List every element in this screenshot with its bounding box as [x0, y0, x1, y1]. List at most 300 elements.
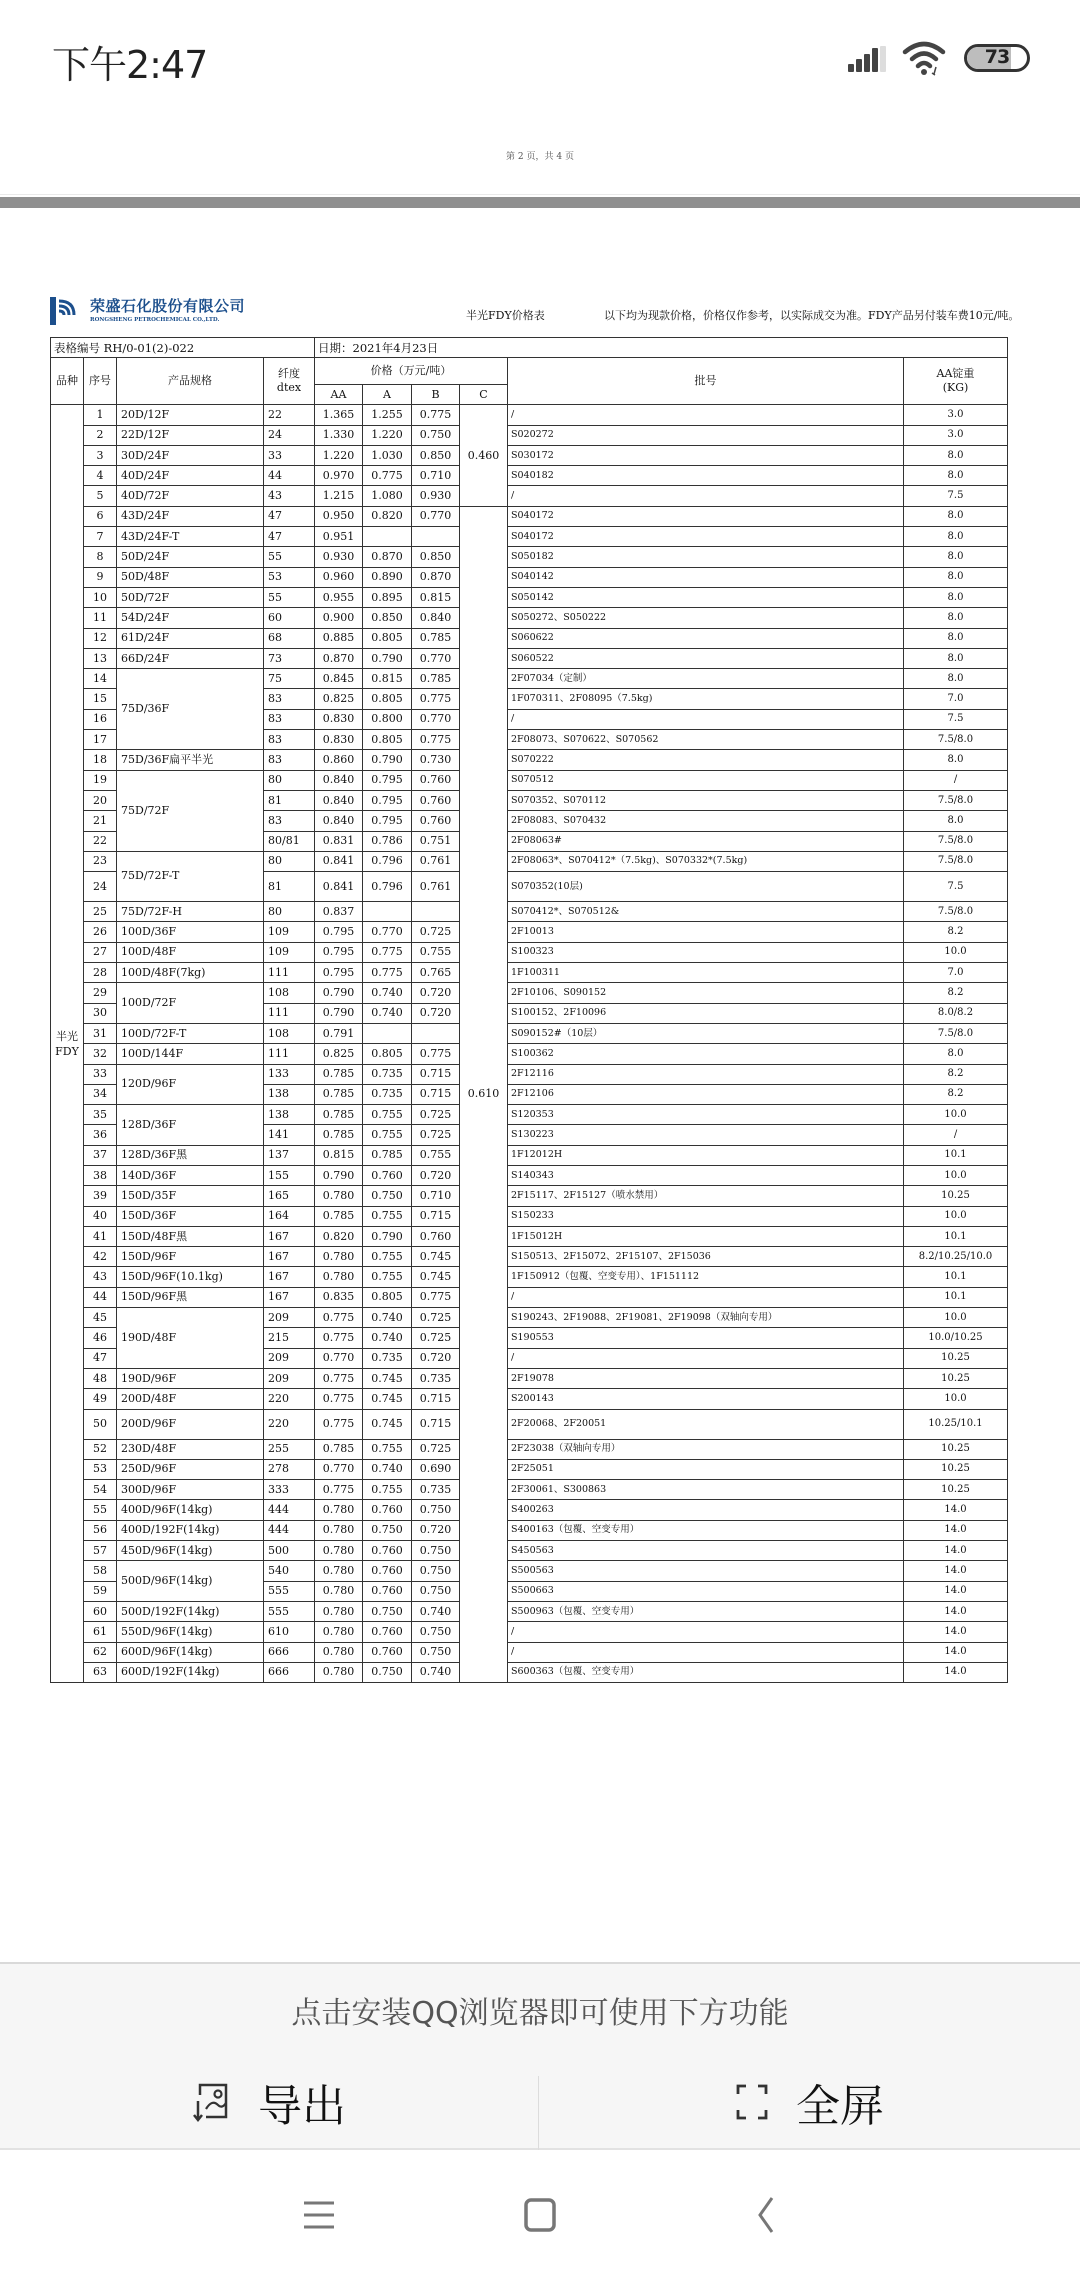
- dtex-cell: 500: [264, 1541, 315, 1561]
- table-row: [51, 466, 1008, 486]
- price-b-cell: 0.750: [412, 1541, 460, 1561]
- price-a-cell: 0.760: [363, 1500, 412, 1520]
- table-row: [51, 587, 1008, 607]
- seq-cell: 35: [84, 1105, 117, 1125]
- table-row: [51, 1439, 1008, 1459]
- price-b-cell: 0.870: [412, 567, 460, 587]
- price-aa-cell: 0.790: [315, 1003, 363, 1023]
- batch-cell: /: [508, 486, 904, 506]
- price-aa-cell: 0.885: [315, 628, 363, 648]
- batch-cell: S030172: [508, 445, 904, 465]
- spec-cell: 400D/192F(14kg): [117, 1520, 264, 1540]
- table-row: [51, 527, 1008, 547]
- price-a-cell: 0.760: [363, 1165, 412, 1185]
- batch-cell: S040172: [508, 527, 904, 547]
- price-a-cell: 0.790: [363, 750, 412, 770]
- batch-cell: S050272、S050222: [508, 608, 904, 628]
- dtex-cell: 73: [264, 648, 315, 668]
- price-a-cell: 0.760: [363, 1541, 412, 1561]
- price-aa-cell: 0.830: [315, 730, 363, 750]
- batch-cell: 2F23038（双轴向专用）: [508, 1439, 904, 1459]
- price-aa-cell: 0.780: [315, 1622, 363, 1642]
- price-aa-cell: 0.837: [315, 902, 363, 922]
- seq-cell: 46: [84, 1328, 117, 1348]
- weight-cell: 14.0: [904, 1642, 1008, 1662]
- batch-cell: 2F12106: [508, 1084, 904, 1104]
- price-aa-cell: 0.815: [315, 1145, 363, 1165]
- price-aa-cell: 0.930: [315, 547, 363, 567]
- spec-cell: 43D/24F-T: [117, 527, 264, 547]
- seq-cell: 1: [84, 405, 117, 425]
- price-aa-cell: 0.780: [315, 1642, 363, 1662]
- price-b-cell: 0.760: [412, 1226, 460, 1246]
- price-b-cell: 0.725: [412, 1439, 460, 1459]
- table-row: [51, 1622, 1008, 1642]
- dtex-cell: 108: [264, 1023, 315, 1043]
- weight-cell: 10.0: [904, 1165, 1008, 1185]
- seq-cell: 49: [84, 1389, 117, 1409]
- price-b-cell: 0.750: [412, 1561, 460, 1581]
- price-aa-cell: 0.841: [315, 872, 363, 902]
- weight-cell: /: [904, 770, 1008, 790]
- menu-icon: [302, 2200, 336, 2230]
- batch-cell: 2F15117、2F15127（喷水禁用）: [508, 1186, 904, 1206]
- price-b-cell: 0.760: [412, 811, 460, 831]
- table-row: [51, 1023, 1008, 1043]
- price-a-cell: 0.745: [363, 1409, 412, 1439]
- dtex-cell: 165: [264, 1186, 315, 1206]
- seq-cell: 56: [84, 1520, 117, 1540]
- dtex-cell: 220: [264, 1409, 315, 1439]
- price-b-cell: 0.755: [412, 942, 460, 962]
- company-name: 荣盛石化股份有限公司: [90, 297, 246, 315]
- page-indicator: 第 2 页，共 4 页: [506, 152, 574, 162]
- price-b-cell: 0.850: [412, 445, 460, 465]
- price-a-cell: 0.755: [363, 1439, 412, 1459]
- price-a-cell: 0.790: [363, 648, 412, 668]
- seq-cell: 8: [84, 547, 117, 567]
- dtex-cell: 540: [264, 1561, 315, 1581]
- price-b-cell: 0.750: [412, 425, 460, 445]
- batch-cell: S400163（包覆、空变专用）: [508, 1520, 904, 1540]
- price-aa-cell: 0.960: [315, 567, 363, 587]
- dtex-cell: 33: [264, 445, 315, 465]
- seq-cell: 5: [84, 486, 117, 506]
- batch-cell: S050182: [508, 547, 904, 567]
- batch-cell: S070352、S070112: [508, 790, 904, 810]
- price-aa-cell: 0.785: [315, 1064, 363, 1084]
- price-aa-cell: 0.791: [315, 1023, 363, 1043]
- price-b-cell: 0.770: [412, 648, 460, 668]
- price-b-cell: 0.815: [412, 587, 460, 607]
- export-button[interactable]: [0, 2052, 538, 2152]
- seq-cell: 32: [84, 1044, 117, 1064]
- batch-cell: S090152#（10层）: [508, 1023, 904, 1043]
- weight-cell: 8.2: [904, 1084, 1008, 1104]
- seq-cell: 59: [84, 1581, 117, 1601]
- price-aa-cell: 0.950: [315, 506, 363, 526]
- price-a-cell: 0.755: [363, 1125, 412, 1145]
- table-row: [51, 1206, 1008, 1226]
- dtex-cell: 209: [264, 1348, 315, 1368]
- header-fineness-unit: dtex: [276, 381, 302, 395]
- price-a-cell: [363, 902, 412, 922]
- price-a-cell: 0.760: [363, 1561, 412, 1581]
- table-row: [51, 922, 1008, 942]
- price-a-cell: 0.870: [363, 547, 412, 567]
- spec-cell: 100D/72F-T: [117, 1023, 264, 1043]
- weight-cell: 14.0: [904, 1561, 1008, 1581]
- weight-cell: 10.1: [904, 1145, 1008, 1165]
- weight-cell: 10.25: [904, 1439, 1008, 1459]
- price-aa-cell: 0.900: [315, 608, 363, 628]
- weight-cell: 7.5/8.0: [904, 1023, 1008, 1043]
- batch-cell: 2F10106、S090152: [508, 983, 904, 1003]
- price-b-cell: 0.715: [412, 1389, 460, 1409]
- company-name-en: RONGSHENG PETROCHEMICAL CO.,LTD.: [90, 317, 220, 323]
- header-a: A: [363, 385, 412, 405]
- dtex-cell: 333: [264, 1480, 315, 1500]
- table-row: [51, 1105, 1008, 1125]
- batch-cell: S150233: [508, 1206, 904, 1226]
- table-row: [51, 1662, 1008, 1682]
- dtex-cell: 215: [264, 1328, 315, 1348]
- weight-cell: 8.2: [904, 922, 1008, 942]
- price-b-cell: 0.930: [412, 486, 460, 506]
- batch-cell: S040172: [508, 506, 904, 526]
- batch-cell: S040182: [508, 466, 904, 486]
- table-row: [51, 1186, 1008, 1206]
- weight-cell: 8.0: [904, 628, 1008, 648]
- home-button[interactable]: [510, 2195, 570, 2235]
- weight-cell: 8.0: [904, 587, 1008, 607]
- price-a-cell: 0.800: [363, 709, 412, 729]
- price-b-cell: 0.715: [412, 1409, 460, 1439]
- weight-cell: 14.0: [904, 1581, 1008, 1601]
- back-icon: [754, 2195, 778, 2235]
- dtex-cell: 55: [264, 587, 315, 607]
- batch-cell: 2F25051: [508, 1459, 904, 1479]
- weight-cell: 10.1: [904, 1267, 1008, 1287]
- batch-cell: S100152、2F10096: [508, 1003, 904, 1023]
- dtex-cell: 167: [264, 1287, 315, 1307]
- price-a-cell: 0.760: [363, 1581, 412, 1601]
- battery-level: 73: [984, 46, 1010, 68]
- batch-cell: 2F08083、S070432: [508, 811, 904, 831]
- table-row: [51, 983, 1008, 1003]
- price-a-cell: 0.770: [363, 922, 412, 942]
- spec-cell: 150D/36F: [117, 1206, 264, 1226]
- price-aa-cell: 0.780: [315, 1561, 363, 1581]
- header-weight-unit: (KG): [942, 381, 969, 395]
- spec-cell: 550D/96F(14kg): [117, 1622, 264, 1642]
- home-icon: [522, 2197, 558, 2233]
- price-a-cell: 1.220: [363, 425, 412, 445]
- header-aa: AA: [315, 385, 363, 405]
- price-b-cell: 0.740: [412, 1662, 460, 1682]
- seq-cell: 48: [84, 1368, 117, 1388]
- dtex-cell: 141: [264, 1125, 315, 1145]
- seq-cell: 50: [84, 1409, 117, 1439]
- spec-cell: 61D/24F: [117, 628, 264, 648]
- price-b-cell: 0.785: [412, 628, 460, 648]
- weight-cell: 10.25: [904, 1459, 1008, 1479]
- weight-cell: 10.25/10.1: [904, 1409, 1008, 1439]
- price-c-cell: 0.460: [460, 405, 508, 506]
- price-aa-cell: 0.775: [315, 1480, 363, 1500]
- document-title: 半光FDY价格表: [466, 309, 545, 322]
- seq-cell: 53: [84, 1459, 117, 1479]
- batch-cell: 2F08063*、S070412*（7.5kg)、S070332*(7.5kg): [508, 851, 904, 871]
- dtex-cell: 610: [264, 1622, 315, 1642]
- price-aa-cell: 0.775: [315, 1389, 363, 1409]
- price-b-cell: 0.715: [412, 1206, 460, 1226]
- batch-cell: S150513、2F15072、2F15107、2F15036: [508, 1247, 904, 1267]
- header-fineness-label: 纤度: [278, 367, 300, 381]
- spec-cell: 100D/144F: [117, 1044, 264, 1064]
- price-b-cell: 0.761: [412, 872, 460, 902]
- price-a-cell: 0.760: [363, 1642, 412, 1662]
- weight-cell: 8.0: [904, 669, 1008, 689]
- price-b-cell: 0.690: [412, 1459, 460, 1479]
- price-a-cell: 0.740: [363, 1328, 412, 1348]
- batch-cell: 2F30061、S300863: [508, 1480, 904, 1500]
- price-aa-cell: 0.840: [315, 770, 363, 790]
- weight-cell: 10.0: [904, 1389, 1008, 1409]
- batch-cell: S100362: [508, 1044, 904, 1064]
- price-aa-cell: 0.795: [315, 963, 363, 983]
- wifi-icon: [902, 40, 946, 76]
- table-row: [51, 750, 1008, 770]
- batch-cell: S020272: [508, 425, 904, 445]
- batch-cell: S070352(10层): [508, 872, 904, 902]
- price-aa-cell: 0.785: [315, 1125, 363, 1145]
- price-b-cell: 0.755: [412, 1145, 460, 1165]
- dtex-cell: 167: [264, 1226, 315, 1246]
- price-a-cell: 0.775: [363, 963, 412, 983]
- price-b-cell: 0.775: [412, 1044, 460, 1064]
- batch-cell: /: [508, 1622, 904, 1642]
- price-b-cell: 0.840: [412, 608, 460, 628]
- table-row: [51, 1561, 1008, 1581]
- price-a-cell: 0.790: [363, 1226, 412, 1246]
- menu-button[interactable]: [289, 2195, 349, 2235]
- price-a-cell: 0.805: [363, 730, 412, 750]
- price-a-cell: 0.775: [363, 942, 412, 962]
- price-aa-cell: 0.830: [315, 709, 363, 729]
- fullscreen-button[interactable]: [540, 2052, 1078, 2152]
- table-row: [51, 1308, 1008, 1328]
- price-a-cell: 0.755: [363, 1267, 412, 1287]
- batch-cell: 2F08073、S070622、S070562: [508, 730, 904, 750]
- price-b-cell: 0.720: [412, 1348, 460, 1368]
- price-b-cell: 0.761: [412, 851, 460, 871]
- table-row: [51, 1145, 1008, 1165]
- price-aa-cell: 0.841: [315, 851, 363, 871]
- weight-cell: 3.0: [904, 425, 1008, 445]
- seq-cell: 11: [84, 608, 117, 628]
- price-a-cell: 0.740: [363, 983, 412, 1003]
- dtex-cell: 444: [264, 1520, 315, 1540]
- dtex-cell: 81: [264, 872, 315, 902]
- document-date: 日期：2021年4月23日: [315, 338, 1008, 358]
- spec-cell: 43D/24F: [117, 506, 264, 526]
- price-aa-cell: 0.820: [315, 1226, 363, 1246]
- weight-cell: 8.0: [904, 648, 1008, 668]
- weight-cell: 7.5/8.0: [904, 730, 1008, 750]
- weight-cell: 8.0: [904, 527, 1008, 547]
- seq-cell: 26: [84, 922, 117, 942]
- price-a-cell: 0.755: [363, 1247, 412, 1267]
- table-row: [51, 1541, 1008, 1561]
- price-a-cell: 0.820: [363, 506, 412, 526]
- table-row: [51, 1267, 1008, 1287]
- back-button[interactable]: [736, 2195, 796, 2235]
- dtex-cell: 53: [264, 567, 315, 587]
- price-b-cell: 0.715: [412, 1084, 460, 1104]
- dtex-cell: 24: [264, 425, 315, 445]
- weight-cell: 3.0: [904, 405, 1008, 425]
- spec-cell: 500D/192F(14kg): [117, 1601, 264, 1621]
- price-b-cell: 0.725: [412, 1328, 460, 1348]
- seq-cell: 23: [84, 851, 117, 871]
- price-aa-cell: 0.845: [315, 669, 363, 689]
- batch-cell: S070222: [508, 750, 904, 770]
- dtex-cell: 22: [264, 405, 315, 425]
- seq-cell: 21: [84, 811, 117, 831]
- dtex-cell: 80: [264, 770, 315, 790]
- seq-cell: 39: [84, 1186, 117, 1206]
- seq-cell: 55: [84, 1500, 117, 1520]
- dtex-cell: 155: [264, 1165, 315, 1185]
- dtex-cell: 111: [264, 1044, 315, 1064]
- spec-cell: 500D/96F(14kg): [117, 1561, 264, 1602]
- batch-cell: S130223: [508, 1125, 904, 1145]
- weight-cell: 10.1: [904, 1287, 1008, 1307]
- seq-cell: 60: [84, 1601, 117, 1621]
- batch-cell: S120353: [508, 1105, 904, 1125]
- seq-cell: 45: [84, 1308, 117, 1328]
- spec-cell: 66D/24F: [117, 648, 264, 668]
- price-aa-cell: 1.330: [315, 425, 363, 445]
- dtex-cell: 137: [264, 1145, 315, 1165]
- batch-cell: S140343: [508, 1165, 904, 1185]
- dtex-cell: 43: [264, 486, 315, 506]
- spec-cell: 100D/48F(7kg): [117, 963, 264, 983]
- weight-cell: 10.25: [904, 1348, 1008, 1368]
- seq-cell: 20: [84, 790, 117, 810]
- spec-cell: 140D/36F: [117, 1165, 264, 1185]
- install-hint[interactable]: 点击安装QQ浏览器即可使用下方功能: [291, 1996, 789, 2031]
- document-note: 以下均为现款价格，价格仅作参考，以实际成交为准。FDY产品另付装车费10元/吨。: [604, 309, 1020, 322]
- dtex-cell: 81: [264, 790, 315, 810]
- spec-cell: 300D/96F: [117, 1480, 264, 1500]
- seq-cell: 4: [84, 466, 117, 486]
- price-aa-cell: 0.775: [315, 1409, 363, 1439]
- price-b-cell: 0.760: [412, 770, 460, 790]
- dtex-cell: 83: [264, 689, 315, 709]
- table-row: [51, 1601, 1008, 1621]
- price-a-cell: 0.785: [363, 1145, 412, 1165]
- price-a-cell: 0.735: [363, 1348, 412, 1368]
- status-bar: [0, 0, 1080, 110]
- price-b-cell: [412, 527, 460, 547]
- weight-cell: 7.5: [904, 709, 1008, 729]
- price-a-cell: 0.795: [363, 790, 412, 810]
- header-seq: 序号: [84, 358, 117, 405]
- spec-cell: 230D/48F: [117, 1439, 264, 1459]
- price-aa-cell: 0.870: [315, 648, 363, 668]
- price-b-cell: [412, 1023, 460, 1043]
- price-a-cell: 0.750: [363, 1662, 412, 1682]
- seq-cell: 3: [84, 445, 117, 465]
- spec-cell: 75D/72F-H: [117, 902, 264, 922]
- header-weight-label: AA锭重: [936, 367, 975, 381]
- batch-cell: S600363（包覆、空变专用）: [508, 1662, 904, 1682]
- variety-label-fdy: FDY: [55, 1044, 79, 1058]
- price-a-cell: [363, 1023, 412, 1043]
- weight-cell: 8.0: [904, 750, 1008, 770]
- price-b-cell: 0.770: [412, 506, 460, 526]
- price-b-cell: 0.720: [412, 1520, 460, 1540]
- weight-cell: 8.0: [904, 1044, 1008, 1064]
- dtex-cell: 83: [264, 750, 315, 770]
- price-a-cell: 0.755: [363, 1480, 412, 1500]
- price-a-cell: 0.775: [363, 466, 412, 486]
- spec-cell: 200D/96F: [117, 1409, 264, 1439]
- price-aa-cell: 0.840: [315, 790, 363, 810]
- price-a-cell: 0.786: [363, 831, 412, 851]
- price-b-cell: 0.775: [412, 405, 460, 425]
- price-a-cell: 0.750: [363, 1601, 412, 1621]
- spec-cell: 30D/24F: [117, 445, 264, 465]
- price-b-cell: 0.740: [412, 1601, 460, 1621]
- weight-cell: 8.0: [904, 506, 1008, 526]
- weight-cell: 10.25: [904, 1480, 1008, 1500]
- table-row: [51, 1165, 1008, 1185]
- spec-cell: 75D/72F-T: [117, 851, 264, 901]
- weight-cell: 14.0: [904, 1622, 1008, 1642]
- seq-cell: 24: [84, 872, 117, 902]
- spec-cell: 600D/192F(14kg): [117, 1662, 264, 1682]
- dtex-cell: 80: [264, 851, 315, 871]
- dtex-cell: 138: [264, 1084, 315, 1104]
- spec-cell: 100D/72F: [117, 983, 264, 1024]
- dtex-cell: 444: [264, 1500, 315, 1520]
- seq-cell: 2: [84, 425, 117, 445]
- price-b-cell: 0.725: [412, 1308, 460, 1328]
- batch-cell: S060522: [508, 648, 904, 668]
- price-c-cell: 0.610: [460, 506, 508, 1682]
- table-row: [51, 425, 1008, 445]
- price-b-cell: 0.725: [412, 1105, 460, 1125]
- weight-cell: 10.0: [904, 1206, 1008, 1226]
- header-batch: 批号: [508, 358, 904, 405]
- price-b-cell: 0.720: [412, 1003, 460, 1023]
- batch-cell: /: [508, 709, 904, 729]
- dtex-cell: 209: [264, 1368, 315, 1388]
- table-row: [51, 486, 1008, 506]
- price-aa-cell: 0.785: [315, 1439, 363, 1459]
- dtex-cell: 167: [264, 1247, 315, 1267]
- weight-cell: 7.5/8.0: [904, 902, 1008, 922]
- weight-cell: 7.5: [904, 872, 1008, 902]
- seq-cell: 13: [84, 648, 117, 668]
- dtex-cell: 47: [264, 527, 315, 547]
- spec-cell: 190D/96F: [117, 1368, 264, 1388]
- price-b-cell: 0.745: [412, 1247, 460, 1267]
- weight-cell: 8.2: [904, 983, 1008, 1003]
